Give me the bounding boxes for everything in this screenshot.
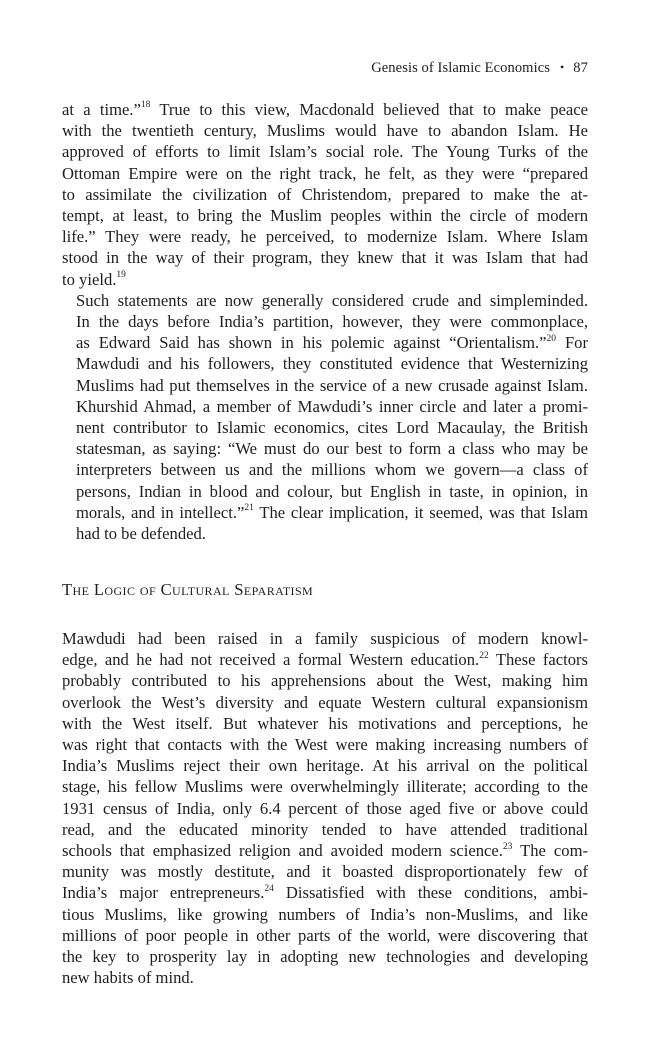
line-text: was right that contacts with the West were making increasing numbers of (62, 735, 588, 755)
paragraph-2 (62, 290, 588, 544)
line-text: Mawdudi and his followers, they constituted evidence that Westernizing (76, 354, 588, 374)
line-text: overlook the West’s diversity and equate Western cultural expansionism (62, 692, 588, 712)
line-text: with the twentieth century, Muslims would have to abandon Islam. He (62, 121, 588, 141)
line-text: schools that emphasized religion and avoided modern science. (62, 841, 503, 861)
text-line (62, 798, 588, 819)
line-text: The com- (512, 841, 589, 861)
text-line (62, 649, 588, 670)
line-text: as Edward Said has shown in his polemic against “Orientalism.” (76, 333, 547, 353)
line-text: to assimilate the civilization of Christendom, prepared to make the at- (62, 184, 588, 204)
line-text: India’s major entrepreneurs. (62, 883, 265, 903)
line-text: edge, and he had not received a formal Western education. (62, 650, 480, 670)
text-line (62, 120, 588, 141)
text-line (62, 946, 588, 967)
text-line (62, 459, 588, 480)
text-line (62, 417, 588, 438)
footnote-marker: 22 (479, 650, 489, 661)
line-text: Dissatisfied with these conditions, ambi- (273, 883, 589, 903)
line-text: These factors (488, 650, 589, 670)
line-text: approved of efforts to limit Islam’s social role. The Young Turks of the (62, 142, 588, 162)
text-line (62, 776, 588, 797)
text-line (62, 481, 588, 502)
text-line (62, 141, 588, 162)
line-text: interpreters between us and the millions whom we govern—a class of (76, 460, 588, 480)
line-text: India’s Muslims reject their own heritage. At his arrival on the political (62, 756, 588, 776)
line-text: 1931 census of India, only 6.4 percent of those aged five or above could (62, 798, 588, 818)
line-text: statesman, as saying: “We must do our best to form a class who may be (76, 439, 588, 459)
footnote-marker: 21 (244, 503, 254, 514)
line-text: had to be defended. (76, 524, 206, 544)
footnote-marker: 19 (116, 270, 126, 281)
line-text: tious Muslims, like growing numbers of India’s non-Muslims, and like (62, 904, 588, 924)
line-text: millions of poor people in other parts of the world, were discovering that (62, 925, 588, 945)
line-text: probably contributed to his apprehensions about the West, making him (62, 671, 588, 691)
text-line (62, 925, 588, 946)
running-head (371, 60, 588, 77)
line-text: the key to prosperity lay in adopting new technologies and developing (62, 947, 588, 967)
text-line (62, 332, 588, 353)
text-line (62, 247, 588, 268)
line-text: The clear implication, it seemed, was that Islam (253, 502, 588, 522)
footnote-marker: 18 (140, 100, 151, 111)
text-line (62, 375, 588, 396)
line-text: new habits of mind. (62, 968, 194, 988)
text-line (62, 861, 588, 882)
footnote-marker: 20 (546, 333, 557, 344)
text-line (62, 904, 588, 925)
text-line (62, 692, 588, 713)
text-line (62, 967, 588, 988)
text-line (62, 226, 588, 247)
page-number: 87 (573, 60, 588, 76)
text-line (62, 628, 588, 649)
line-text: nent contributor to Islamic economics, cites Lord Macaulay, the British (76, 418, 588, 438)
text-line (62, 184, 588, 205)
text-line (62, 99, 588, 120)
body-text-upper (62, 99, 588, 544)
line-text: to yield. (62, 269, 117, 289)
line-text: stage, his fellow Muslims were overwhelmingly illiterate; according to the (62, 777, 588, 797)
line-text: Such statements are now generally considered crude and simpleminded. (76, 290, 588, 310)
text-line (62, 269, 588, 290)
text-line (62, 840, 588, 861)
line-text: Ottoman Empire were on the right track, he felt, as they were “prepared (62, 163, 588, 183)
text-line (62, 502, 588, 523)
text-line (62, 396, 588, 417)
line-text: read, and the educated minority tended to have attended traditional (62, 819, 588, 839)
text-line (62, 523, 588, 544)
line-text: stood in the way of their program, they knew that it was Islam that had (62, 248, 588, 268)
text-line (62, 205, 588, 226)
line-text: at a time.” (62, 100, 141, 119)
line-text: True to this view, Macdonald believed that to make peace (150, 100, 588, 119)
line-text: morals, and in intellect.” (76, 502, 245, 522)
text-line (62, 734, 588, 755)
body-text-lower (62, 628, 588, 988)
running-head-chapter-title: Genesis of Islamic Economics (371, 60, 550, 76)
line-text: For (556, 333, 588, 353)
line-text: life.” They were ready, he perceived, to modernize Islam. Where Islam (62, 227, 588, 247)
running-head-separator: • (559, 60, 565, 74)
text-line (62, 163, 588, 184)
section-heading: The Logic of Cultural Separatism (62, 580, 314, 599)
text-line (62, 353, 588, 374)
line-text: Muslims had put themselves in the service of a new crusade against Islam. (76, 375, 588, 395)
line-text: Khurshid Ahmad, a member of Mawdudi’s inner circle and later a promi- (76, 396, 588, 416)
line-text: In the days before India’s partition, however, they were commonplace, (76, 312, 588, 332)
line-text: tempt, at least, to bring the Muslim peoples within the circle of modern (62, 206, 588, 226)
line-text: with the West itself. But whatever his motivations and perceptions, he (62, 713, 588, 733)
line-text: Mawdudi had been raised in a family suspicious of modern knowl- (62, 629, 588, 648)
text-line (62, 670, 588, 691)
line-text: munity was mostly destitute, and it boasted disproportionately few of (62, 862, 588, 882)
text-line (62, 882, 588, 903)
text-line (62, 311, 588, 332)
text-line (62, 290, 588, 311)
text-line (62, 819, 588, 840)
footnote-marker: 24 (264, 883, 274, 894)
text-line (62, 713, 588, 734)
text-line (62, 438, 588, 459)
footnote-marker: 23 (502, 841, 513, 852)
paragraph-3 (62, 628, 588, 988)
paragraph-1 (62, 99, 588, 290)
line-text: persons, Indian in blood and colour, but English in taste, in opinion, in (76, 481, 588, 501)
text-line (62, 755, 588, 776)
